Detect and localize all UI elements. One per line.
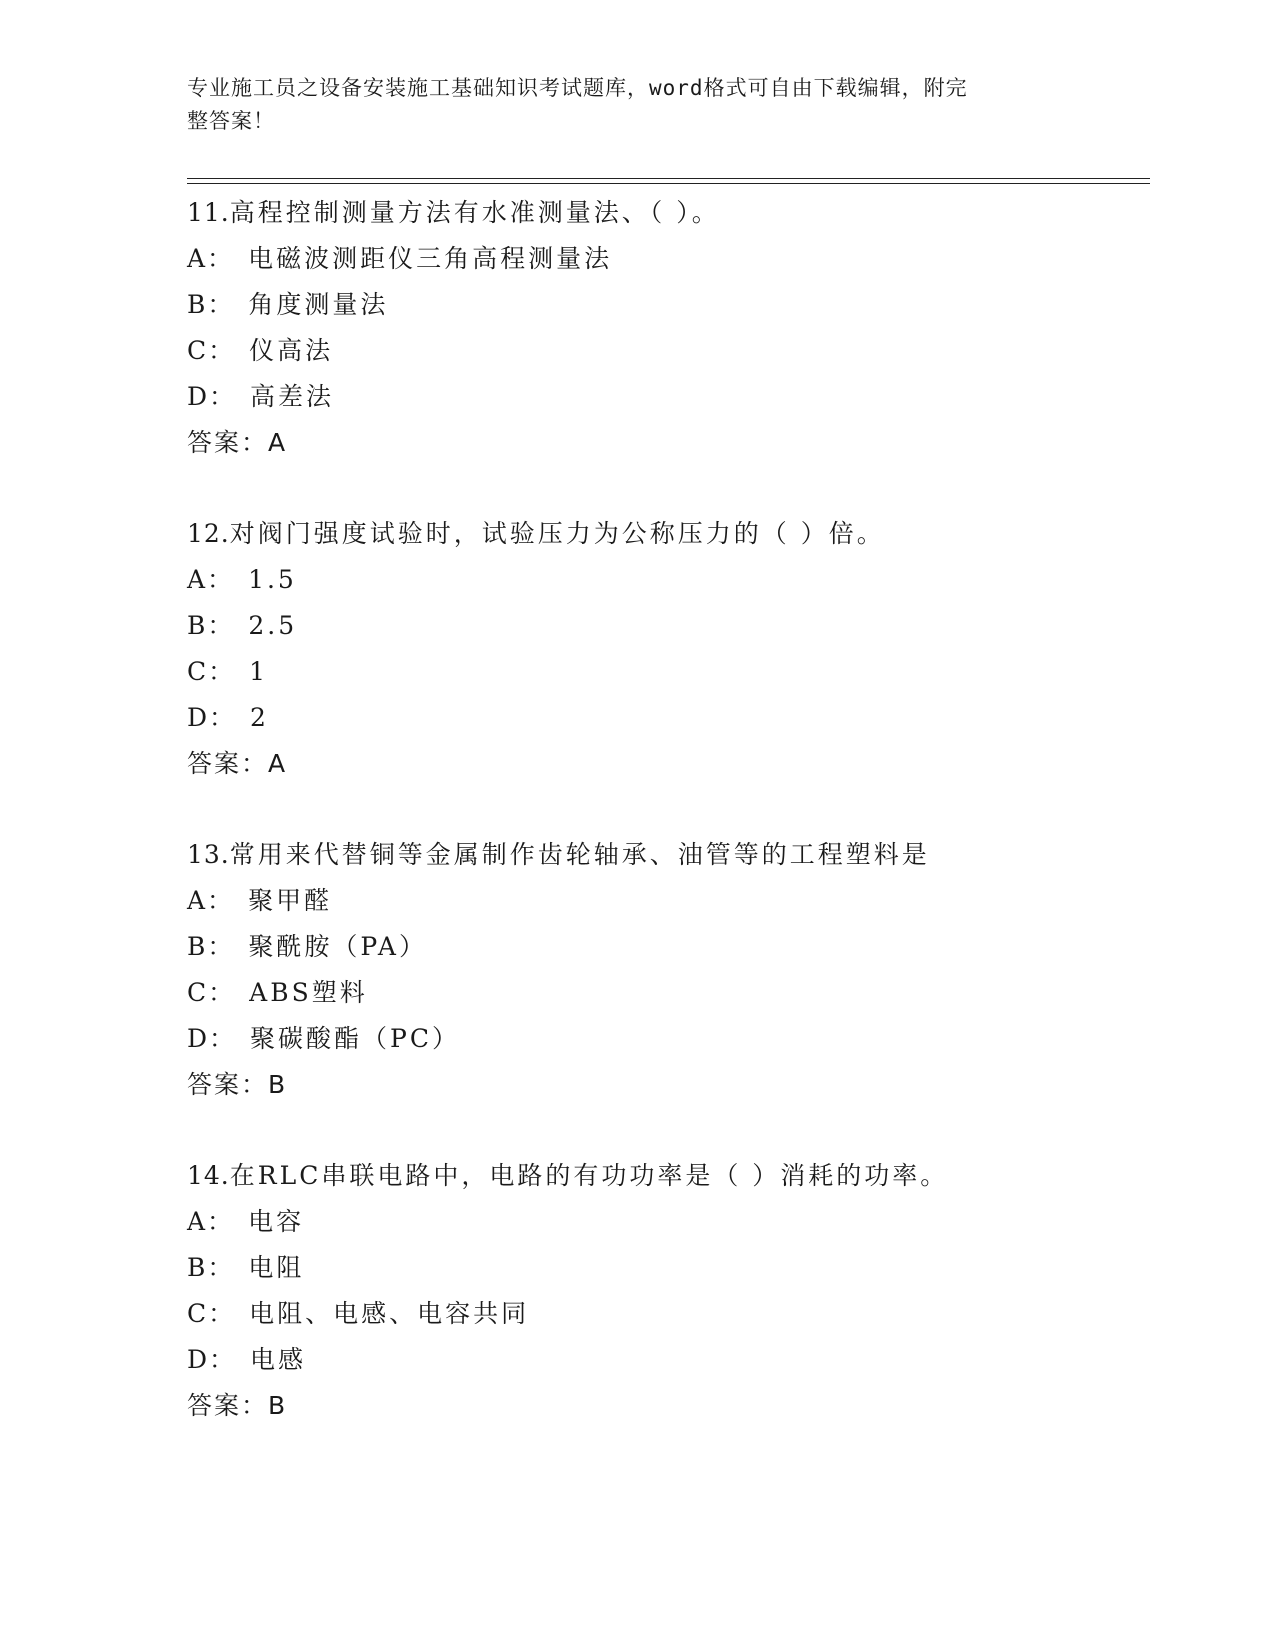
option-b [187,1245,1147,1291]
option-text: 电阻 [248,1253,305,1282]
question-stem [187,832,1147,878]
option-text: 聚甲醛 [248,886,333,915]
option-key: B： [187,611,235,640]
answer-line: 答案：B [187,1070,288,1099]
header-divider-top [187,178,1150,179]
question-stem [187,190,1147,236]
question-number: 11. [187,198,230,227]
option-c [187,649,1147,695]
option-d [187,1337,1147,1383]
option-text: 2.5 [248,611,298,640]
answer-line: 答案：B [187,1391,288,1420]
option-key: B： [187,932,235,961]
question-11 [187,190,1147,466]
option-text: 2 [250,703,269,732]
document-header [187,72,1077,138]
option-b [187,603,1147,649]
option-key: C： [187,978,236,1007]
option-key: D： [187,1345,237,1374]
question-stem [187,1153,1147,1199]
question-number: 13. [187,840,230,869]
option-text: 仪高法 [249,336,334,365]
option-c [187,970,1147,1016]
header-divider-bottom [187,183,1150,184]
option-d [187,1016,1147,1062]
option-c [187,1291,1147,1337]
option-key: D： [187,703,237,732]
question-text: 在RLC串联电路中，电路的有功功率是（ ）消耗的功率。 [229,1161,949,1190]
option-text: 高差法 [250,382,335,411]
option-b [187,924,1147,970]
option-d [187,695,1147,741]
question-number: 12. [187,519,230,548]
option-key: C： [187,1299,236,1328]
question-stem [187,511,1147,557]
option-d [187,374,1147,420]
option-key: D： [187,1024,237,1053]
header-line-1: 专业施工员之设备安装施工基础知识考试题库，word格式可自由下载编辑，附完 [187,76,968,100]
question-text: 高程控制测量方法有水准测量法、（ ）。 [229,198,720,227]
question-13 [187,832,1147,1108]
question-list [187,190,1147,1474]
option-c [187,328,1147,374]
option-key: A： [187,244,235,273]
option-a [187,878,1147,924]
option-a [187,557,1147,603]
option-a [187,1199,1147,1245]
option-key: B： [187,1253,235,1282]
option-key: A： [187,1207,235,1236]
option-b [187,282,1147,328]
answer-line: 答案：A [187,428,288,457]
option-key: B： [187,290,235,319]
option-text: 角度测量法 [248,290,389,319]
answer-line: 答案：A [187,749,288,778]
option-text: 电阻、电感、电容共同 [249,1299,530,1328]
option-key: A： [187,565,235,594]
header-line-2: 整答案！ [187,109,275,133]
question-12 [187,511,1147,787]
option-key: C： [187,657,236,686]
option-text: 聚碳酸酯（PC） [250,1024,460,1053]
question-number: 14. [187,1161,230,1190]
option-text: 电容 [248,1207,305,1236]
option-key: D： [187,382,237,411]
question-text: 常用来代替铜等金属制作齿轮轴承、油管等的工程塑料是 [229,840,930,869]
question-text: 对阀门强度试验时，试验压力为公称压力的（ ）倍。 [229,519,885,548]
option-text: ABS塑料 [249,978,368,1007]
option-text: 1.5 [248,565,297,594]
option-key: C： [187,336,236,365]
option-text: 聚酰胺（PA） [248,932,427,961]
question-14 [187,1153,1147,1429]
option-text: 电感 [250,1345,307,1374]
option-key: A： [187,886,235,915]
option-text: 电磁波测距仪三角高程测量法 [248,244,613,273]
option-a [187,236,1147,282]
option-text: 1 [249,657,269,686]
